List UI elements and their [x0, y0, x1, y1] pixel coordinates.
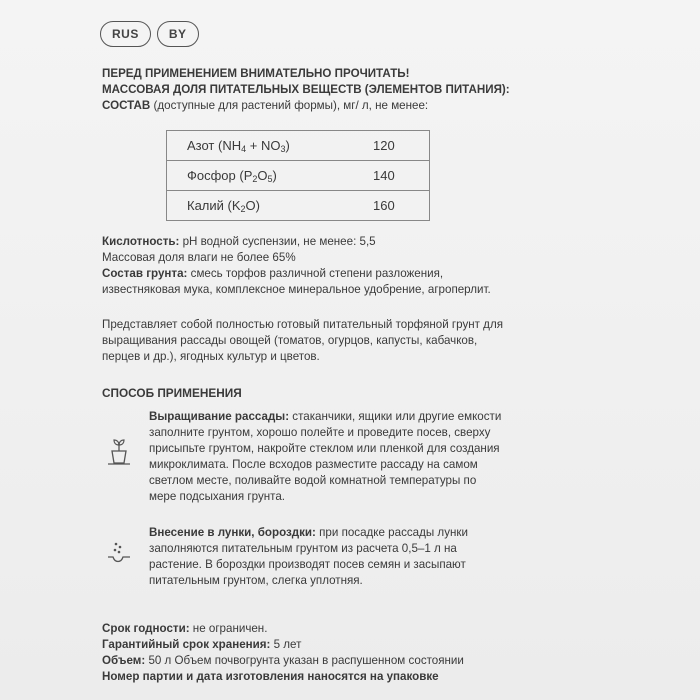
soil-line-2: известняковая мука, комплексное минеральное удобрение, агроперлит. — [102, 283, 491, 296]
soil-line: Состав грунта: смесь торфов различной степени разложения, — [102, 267, 444, 280]
soil-furrow-icon — [106, 539, 132, 569]
composition-text: (доступные для растений формы), мг/ л, не менее: — [150, 99, 429, 112]
badge-by: BY — [157, 21, 199, 47]
footer-info — [102, 621, 512, 685]
shelf-life: Срок годности: не ограничен. — [102, 622, 268, 635]
composition-table — [166, 130, 430, 221]
nutrient-value: 140 — [367, 161, 430, 191]
table-row — [167, 191, 430, 221]
storage-term: Гарантийный срок хранения: 5 лет — [102, 638, 302, 651]
badge-rus: RUS — [100, 21, 151, 47]
nutrient-value: 120 — [367, 131, 430, 161]
properties — [102, 234, 512, 298]
country-badges — [100, 21, 199, 47]
potted-seedling-icon — [106, 437, 132, 467]
nutrient-name: Калий $(K_2O)$ — [167, 191, 368, 221]
description — [102, 317, 512, 365]
description-line: перцев и др.), ягодных культур и цветов. — [102, 350, 320, 363]
table-row — [167, 131, 430, 161]
nutrient-name: Фосфор $(P_2O_5)$ — [167, 161, 368, 191]
moisture-line: Массовая доля влаги не более 65% — [102, 251, 296, 264]
table-row — [167, 161, 430, 191]
usage-step-seedlings: Выращивание рассады: стаканчики, ящики или другие емкости заполните грунтом, хорошо полейте и проведите посев, сверху присыпьте грунтом, накройте стеклом или пленкой для создания микроклимата. После всходов разместите рассаду на самом светлом месте, поливайте водой комнатной температуры по мере подсыхания грунта. — [102, 409, 512, 505]
description-line: Представляет собой полностью готовый питательный торфяной грунт для — [102, 318, 503, 331]
composition-label: СОСТАВ — [102, 99, 151, 112]
batch-info: Номер партии и дата изготовления наносятся на упаковке — [102, 670, 439, 683]
nutrients-title: МАССОВАЯ ДОЛЯ ПИТАТЕЛЬНЫХ ВЕЩЕСТВ (ЭЛЕМЕНТОВ ПИТАНИЯ): — [102, 83, 510, 96]
composition-line — [102, 98, 512, 114]
nutrient-name: Азот $(NH_4 + NO_3)$ — [167, 131, 368, 161]
acidity-line: Кислотность: pH водной суспензии, не менее: 5,5 — [102, 235, 376, 248]
warning-heading: ПЕРЕД ПРИМЕНЕНИЕМ ВНИМАТЕЛЬНО ПРОЧИТАТЬ! — [102, 67, 410, 80]
usage-title: СПОСОБ ПРИМЕНЕНИЯ — [102, 386, 242, 400]
volume: Объем: 50 л Объем почвогрунта указан в распушенном состоянии — [102, 654, 464, 667]
nutrient-value: 160 — [367, 191, 430, 221]
usage-step-holes: Внесение в лунки, бороздки: при посадке рассады лунки заполняются питательным грунтом из расчета 0,5–1 л на растение. В бороздки производят посев семян и засыпают питательным грунтом, слегка уплотняя. — [102, 525, 512, 589]
description-line: выращивания рассады овощей (томатов, огурцов, капусты, кабачков, — [102, 334, 478, 347]
label-content — [102, 66, 512, 685]
